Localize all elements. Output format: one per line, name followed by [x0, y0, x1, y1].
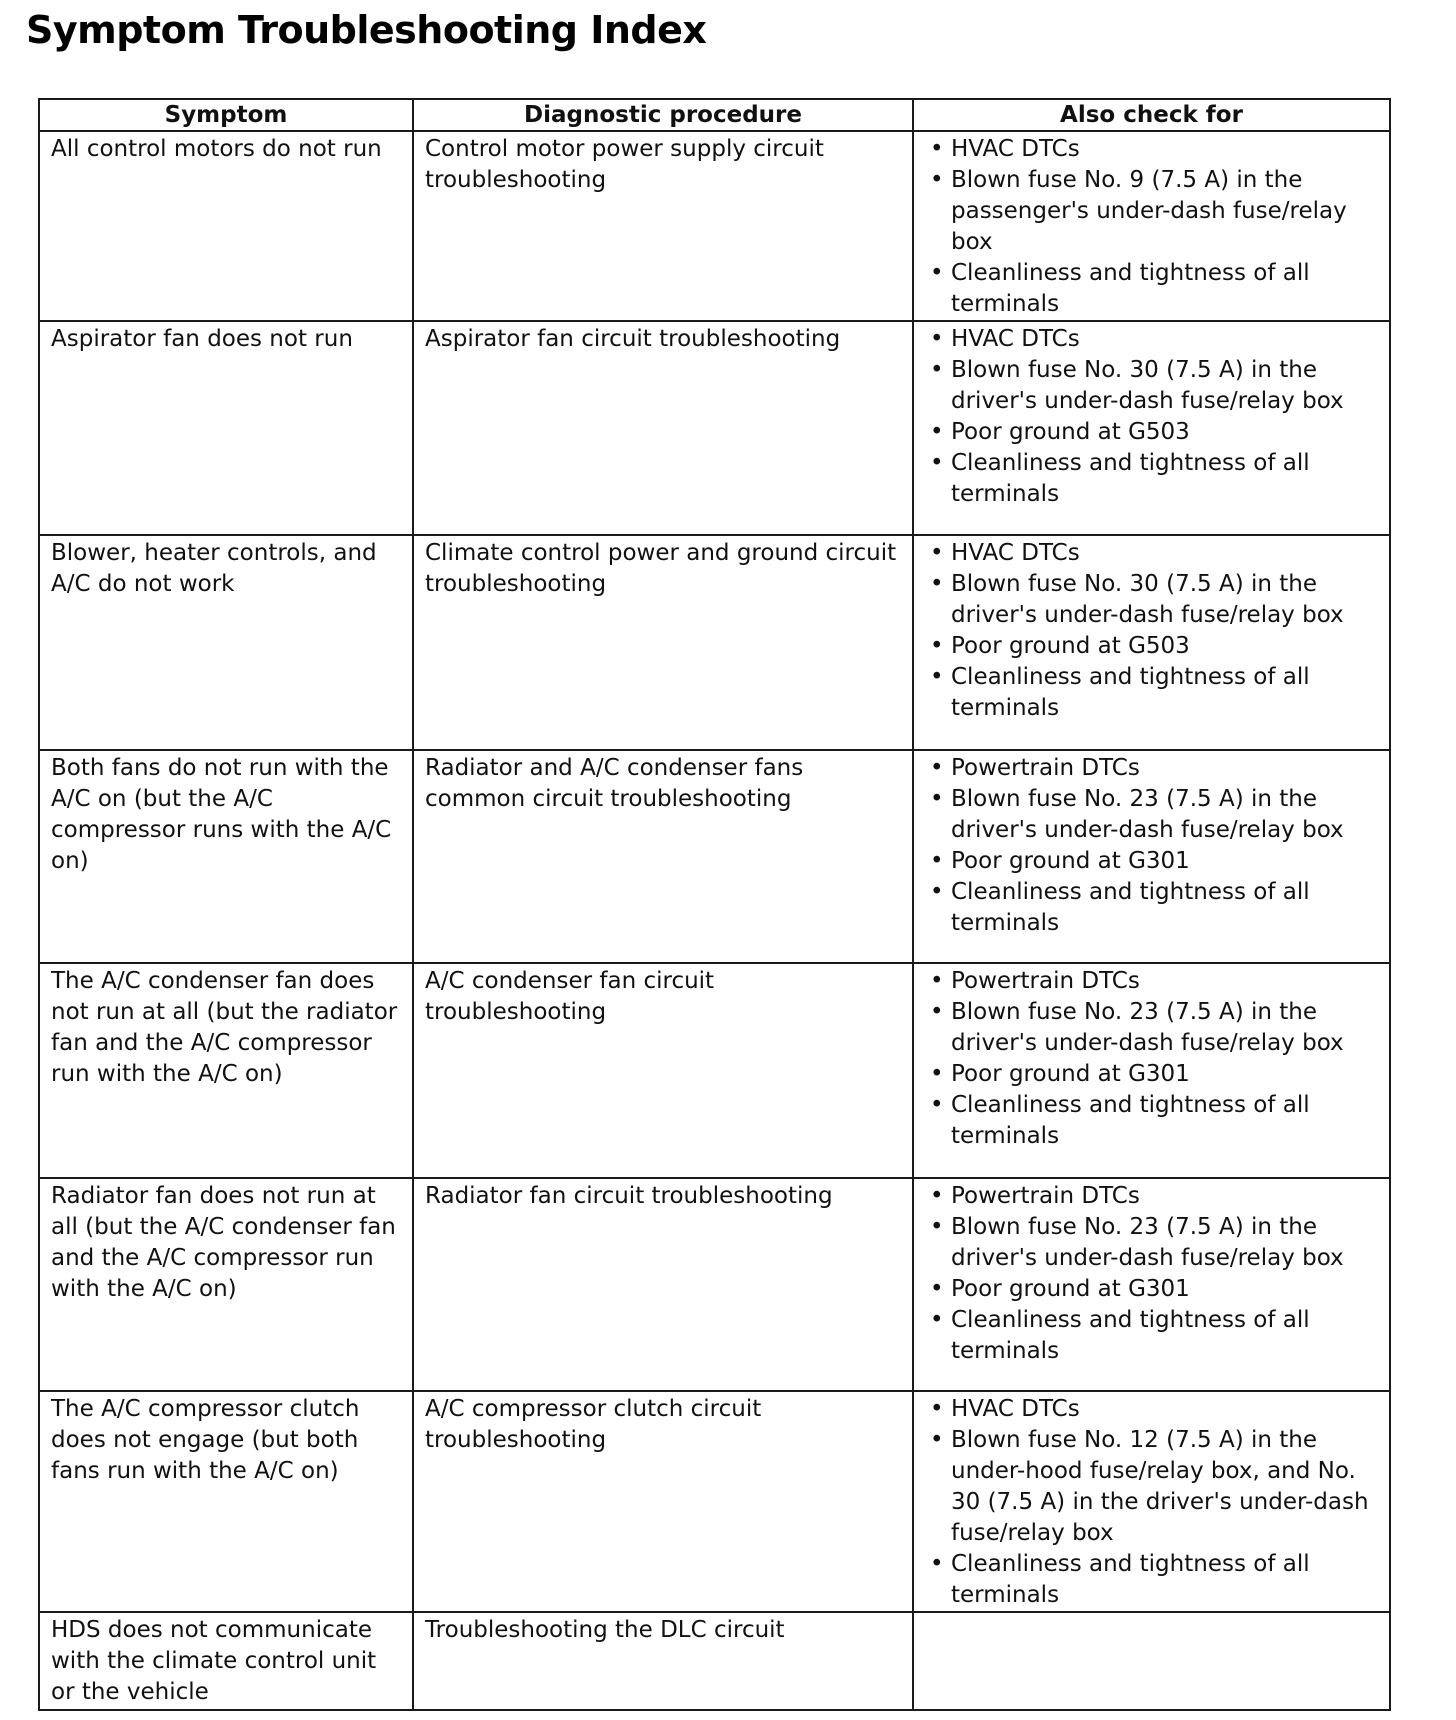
- check-item: • Blown fuse No. 30 (7.5 A) in the driver's under-dash fuse/relay box: [924, 569, 1383, 631]
- procedure-cell: Radiator and A/C condenser fans common circuit troubleshooting: [413, 750, 913, 963]
- check-list: [924, 966, 1383, 1152]
- check-item: • Cleanliness and tightness of all terminals: [924, 1549, 1383, 1611]
- symptom-cell: Radiator fan does not run at all (but the A/C condenser fan and the A/C compressor run with the A/C on): [39, 1178, 413, 1391]
- procedure-cell: Radiator fan circuit troubleshooting: [413, 1178, 913, 1391]
- checks-cell: [913, 1612, 1390, 1710]
- checks-cell: [913, 1178, 1390, 1391]
- check-item: • Cleanliness and tightness of all terminals: [924, 877, 1383, 939]
- table-row: [39, 131, 1390, 321]
- check-item: • HVAC DTCs: [924, 1394, 1383, 1425]
- header-also-check-for: Also check for: [913, 99, 1390, 131]
- table-row: [39, 535, 1390, 750]
- symptom-cell: Blower, heater controls, and A/C do not work: [39, 535, 413, 750]
- check-item: • Poor ground at G503: [924, 631, 1383, 662]
- check-item: • Cleanliness and tightness of all terminals: [924, 448, 1383, 510]
- page-title: Symptom Troubleshooting Index: [26, 8, 707, 52]
- table-row: [39, 963, 1390, 1178]
- check-item: • Powertrain DTCs: [924, 1181, 1383, 1212]
- check-list: [924, 538, 1383, 724]
- procedure-cell: Climate control power and ground circuit troubleshooting: [413, 535, 913, 750]
- check-item: • HVAC DTCs: [924, 324, 1383, 355]
- check-item: • Poor ground at G503: [924, 417, 1383, 448]
- check-item: • Poor ground at G301: [924, 1274, 1383, 1305]
- table-row: [39, 321, 1390, 535]
- procedure-cell: Troubleshooting the DLC circuit: [413, 1612, 913, 1710]
- check-item: • Cleanliness and tightness of all terminals: [924, 662, 1383, 724]
- table-row: [39, 750, 1390, 963]
- checks-cell: [913, 535, 1390, 750]
- check-item: • HVAC DTCs: [924, 538, 1383, 569]
- symptom-cell: The A/C condenser fan does not run at all (but the radiator fan and the A/C compressor run with the A/C on): [39, 963, 413, 1178]
- check-item: • Cleanliness and tightness of all terminals: [924, 1090, 1383, 1152]
- check-item: • Blown fuse No. 30 (7.5 A) in the driver's under-dash fuse/relay box: [924, 355, 1383, 417]
- check-list: [924, 134, 1383, 320]
- check-list: [924, 1181, 1383, 1367]
- procedure-cell: Aspirator fan circuit troubleshooting: [413, 321, 913, 535]
- check-item: • HVAC DTCs: [924, 134, 1383, 165]
- header-diagnostic-procedure: Diagnostic procedure: [413, 99, 913, 131]
- checks-cell: [913, 321, 1390, 535]
- check-item: • Powertrain DTCs: [924, 753, 1383, 784]
- table-row: [39, 1178, 1390, 1391]
- procedure-cell: A/C compressor clutch circuit troubleshooting: [413, 1391, 913, 1612]
- check-item: • Blown fuse No. 9 (7.5 A) in the passenger's under-dash fuse/relay box: [924, 165, 1383, 258]
- check-item: • Poor ground at G301: [924, 1059, 1383, 1090]
- check-item: • Cleanliness and tightness of all terminals: [924, 1305, 1383, 1367]
- symptom-cell: HDS does not communicate with the climate control unit or the vehicle: [39, 1612, 413, 1710]
- check-item: • Blown fuse No. 23 (7.5 A) in the driver's under-dash fuse/relay box: [924, 997, 1383, 1059]
- checks-cell: [913, 963, 1390, 1178]
- symptom-cell: Both fans do not run with the A/C on (but the A/C compressor runs with the A/C on): [39, 750, 413, 963]
- procedure-cell: Control motor power supply circuit troubleshooting: [413, 131, 913, 321]
- checks-cell: [913, 131, 1390, 321]
- procedure-cell: A/C condenser fan circuit troubleshooting: [413, 963, 913, 1178]
- check-item: • Blown fuse No. 12 (7.5 A) in the under-hood fuse/relay box, and No. 30 (7.5 A) in the driver's under-dash fuse/relay box: [924, 1425, 1383, 1549]
- check-list: [924, 753, 1383, 939]
- symptom-cell: Aspirator fan does not run: [39, 321, 413, 535]
- check-item: • Poor ground at G301: [924, 846, 1383, 877]
- checks-cell: [913, 750, 1390, 963]
- checks-cell: [913, 1391, 1390, 1612]
- table-header-row: [39, 99, 1390, 131]
- header-symptom: Symptom: [39, 99, 413, 131]
- check-item: • Blown fuse No. 23 (7.5 A) in the driver's under-dash fuse/relay box: [924, 1212, 1383, 1274]
- symptom-index-table: [38, 98, 1391, 1711]
- check-list: [924, 324, 1383, 510]
- table-row: [39, 1391, 1390, 1612]
- table-row: [39, 1612, 1390, 1710]
- symptom-cell: All control motors do not run: [39, 131, 413, 321]
- check-item: • Blown fuse No. 23 (7.5 A) in the driver's under-dash fuse/relay box: [924, 784, 1383, 846]
- check-list: [924, 1394, 1383, 1611]
- check-item: • Powertrain DTCs: [924, 966, 1383, 997]
- check-item: • Cleanliness and tightness of all terminals: [924, 258, 1383, 320]
- symptom-cell: The A/C compressor clutch does not engage (but both fans run with the A/C on): [39, 1391, 413, 1612]
